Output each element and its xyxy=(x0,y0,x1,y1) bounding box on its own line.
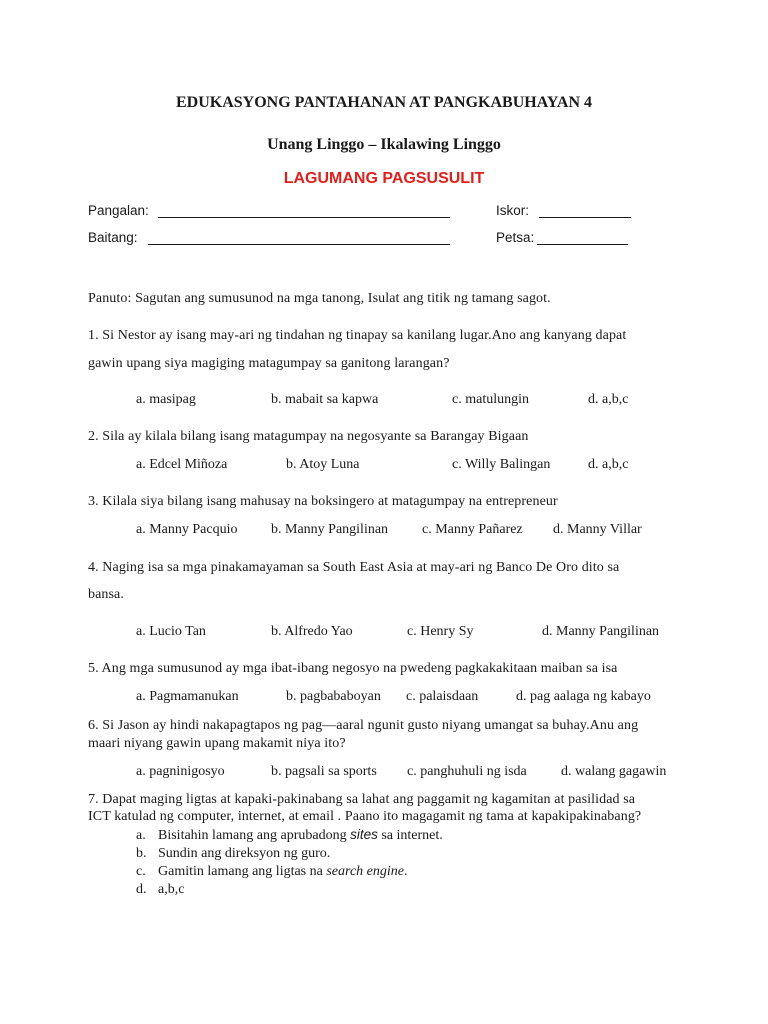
q4-option-d: d. Manny Pangilinan xyxy=(542,624,660,639)
q2-option-b: b. Atoy Luna xyxy=(286,457,360,472)
score-blank[interactable] xyxy=(539,217,631,218)
q7-option-c-letter: c. xyxy=(136,864,146,879)
question-7-text-cont: ICT katulad ng computer, internet, at email . Paano ito magagamit ng tama at kapakipakinabang? xyxy=(88,809,642,824)
q1-option-a: a. masipag xyxy=(136,392,196,407)
instructions: Panuto: Sagutan ang sumusunod na mga tanong, Isulat ang titik ng tamang sagot. xyxy=(88,291,551,306)
q7-option-a xyxy=(136,827,443,844)
q5-option-d: d. pag aalaga ng kabayo xyxy=(516,689,651,704)
q7-option-a-after: sa internet. xyxy=(377,828,443,843)
q7-option-b xyxy=(136,846,330,862)
grade-blank[interactable] xyxy=(148,244,450,245)
q4-option-c: c. Henry Sy xyxy=(407,624,474,639)
name-blank[interactable] xyxy=(158,217,450,218)
q5-option-a: a. Pagmamanukan xyxy=(136,689,239,704)
q3-option-d: d. Manny Villar xyxy=(553,522,642,537)
q1-option-b: b. mabait sa kapwa xyxy=(271,392,379,407)
worksheet-subtitle: Unang Linggo – Ikalawing Linggo xyxy=(267,136,501,153)
q6-option-a: a. pagninigosyo xyxy=(136,764,225,779)
q5-option-b: b. pagbababoyan xyxy=(286,689,381,704)
q6-option-c: c. panghuhuli ng isda xyxy=(407,764,527,779)
question-2-text: 2. Sila ay kilala bilang isang matagumpay na negosyante sa Barangay Bigaan xyxy=(88,429,529,444)
q7-option-a-text: Bisitahin lamang ang aprubadong xyxy=(158,828,351,843)
q7-option-b-text: Sundin ang direksyon ng guro. xyxy=(158,846,331,861)
q7-option-a-emphasis: sites xyxy=(350,827,378,842)
question-1-text-cont: gawin upang siya magiging matagumpay sa ganitong larangan? xyxy=(88,356,450,371)
q7-option-c-after: . xyxy=(403,864,408,879)
q7-option-a-letter: a. xyxy=(136,828,146,843)
question-6-text-cont: maari niyang gawin upang makamit niya ito? xyxy=(88,736,346,751)
q7-option-d xyxy=(136,882,184,898)
q5-option-c: c. palaisdaan xyxy=(406,689,479,704)
question-4-text-cont: bansa. xyxy=(88,587,124,602)
q2-option-c: c. Willy Balingan xyxy=(452,457,551,472)
q7-option-d-text: a,b,c xyxy=(158,882,185,897)
q7-option-c-text: Gamitin lamang ang ligtas na xyxy=(158,864,327,879)
date-blank[interactable] xyxy=(537,244,628,245)
q7-option-c-emphasis: search engine xyxy=(326,864,404,879)
q2-option-a: a. Edcel Miñoza xyxy=(136,457,228,472)
date-label: Petsa: xyxy=(496,230,535,245)
q3-option-c: c. Manny Pañarez xyxy=(422,522,523,537)
question-4-text: 4. Naging isa sa mga pinakamayaman sa South East Asia at may-ari ng Banco De Oro dito sa xyxy=(88,560,620,575)
name-label: Pangalan: xyxy=(88,203,149,218)
score-label: Iskor: xyxy=(496,203,530,218)
q1-option-c: c. matulungin xyxy=(452,392,529,407)
section-heading: LAGUMANG PAGSUSULIT xyxy=(283,170,485,187)
q7-option-c xyxy=(136,864,407,880)
q3-option-b: b. Manny Pangilinan xyxy=(271,522,389,537)
question-3-text: 3. Kilala siya bilang isang mahusay na boksingero at matagumpay na entrepreneur xyxy=(88,494,558,509)
q7-option-b-letter: b. xyxy=(136,846,147,861)
q2-option-d: d. a,b,c xyxy=(588,457,629,472)
question-6-text: 6. Si Jason ay hindi nakapagtapos ng pag—aaral ngunit gusto niyang umangat sa buhay.Anu ang xyxy=(88,718,639,733)
q6-option-b: b. pagsali sa sports xyxy=(271,764,377,779)
question-1-text: 1. Si Nestor ay isang may-ari ng tindahan ng tinapay sa kanilang lugar.Ano ang kanyang dapat xyxy=(88,328,627,343)
q3-option-a: a. Manny Pacquio xyxy=(136,522,238,537)
q6-option-d: d. walang gagawin xyxy=(561,764,667,779)
q4-option-a: a. Lucio Tan xyxy=(136,624,206,639)
grade-label: Baitang: xyxy=(88,230,138,245)
question-7-text: 7. Dapat maging ligtas at kapaki-pakinabang sa lahat ang paggamit ng kagamitan at pasilidad sa xyxy=(88,792,636,807)
q7-option-d-letter: d. xyxy=(136,882,147,897)
question-5-text: 5. Ang mga sumusunod ay mga ibat-ibang negosyo na pwedeng pagkakakitaan maiban sa isa xyxy=(88,661,618,676)
worksheet-title: EDUKASYONG PANTAHANAN AT PANGKABUHAYAN 4 xyxy=(175,94,593,111)
q1-option-d: d. a,b,c xyxy=(588,392,629,407)
q4-option-b: b. Alfredo Yao xyxy=(271,624,353,639)
